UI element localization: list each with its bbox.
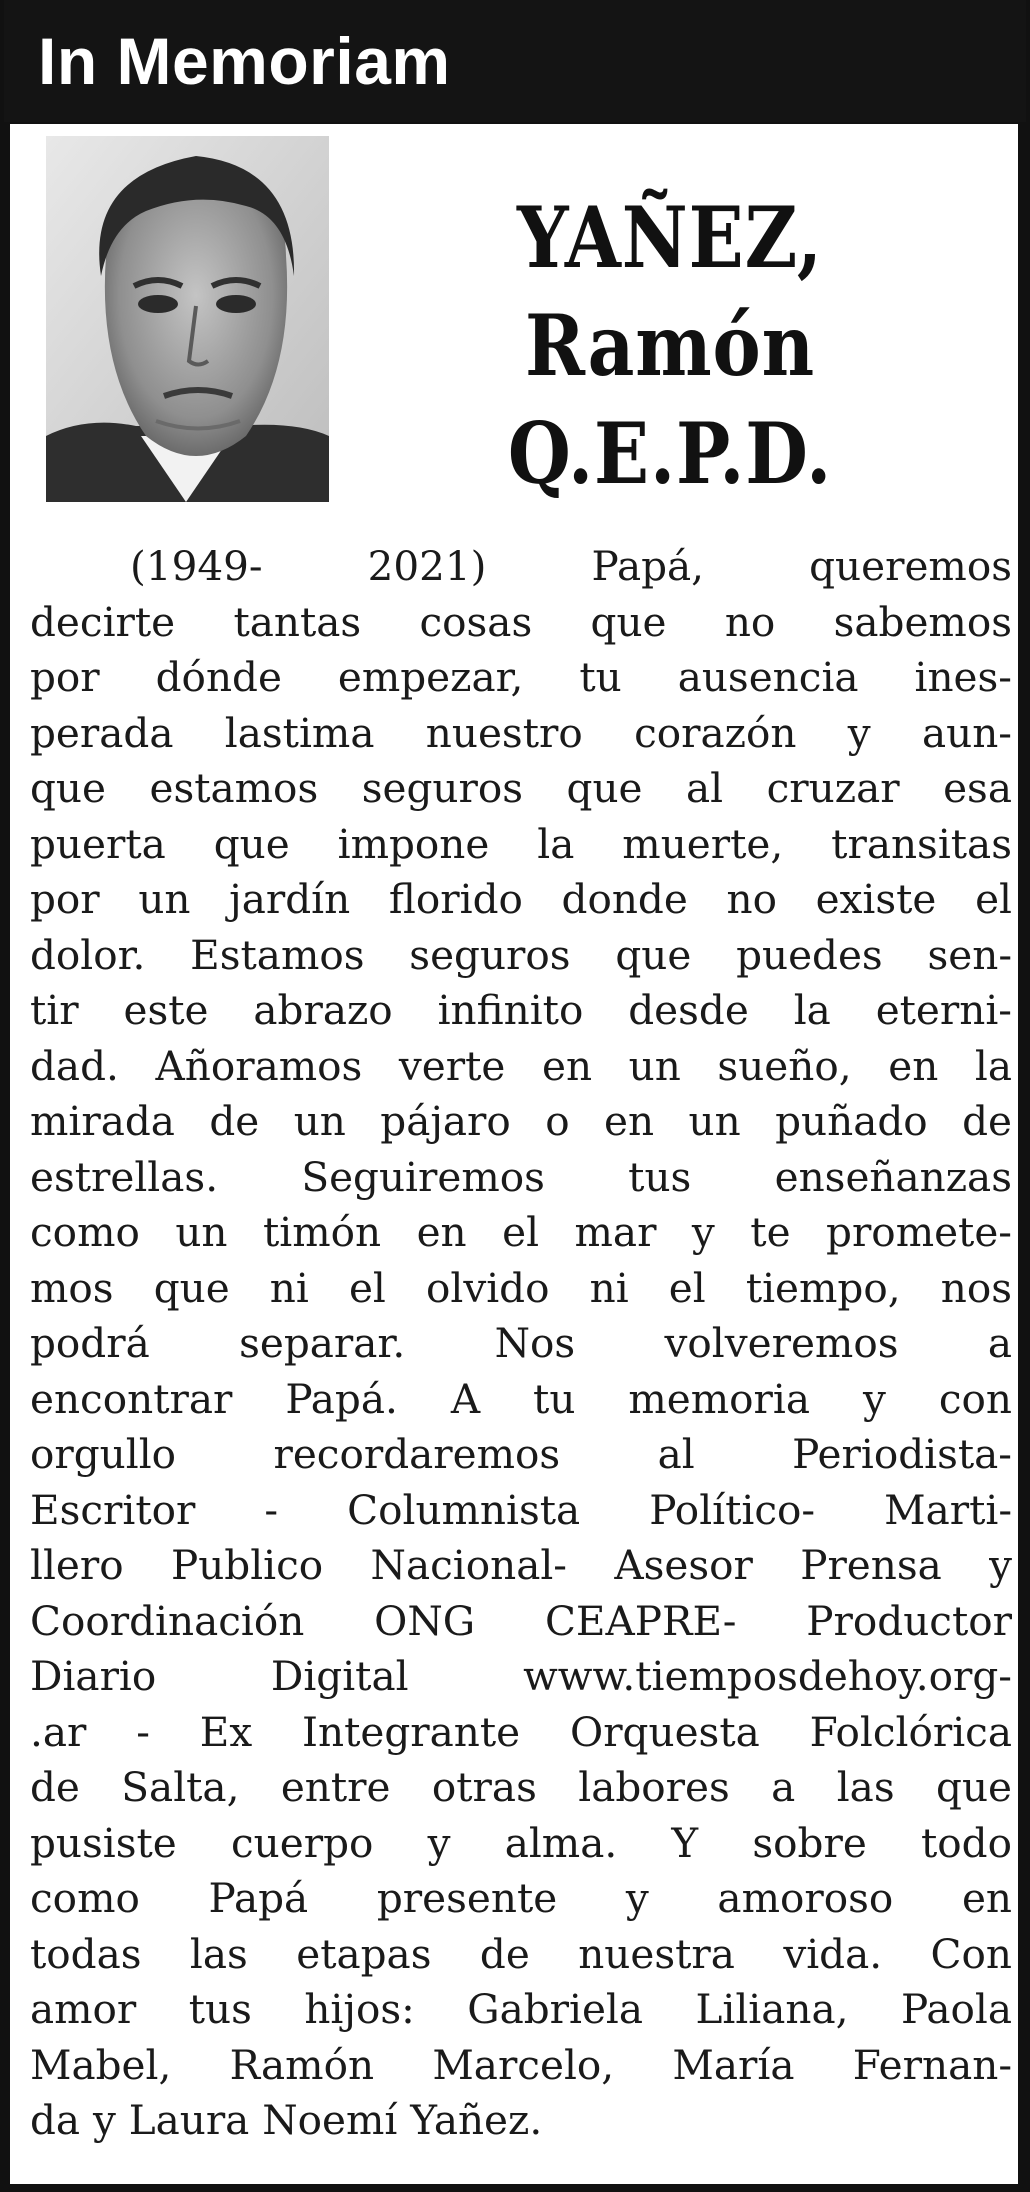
deceased-name: YAÑEZ, Ramón [517, 188, 823, 395]
text-line: por dónde empezar, tu ausencia ines- [30, 653, 1012, 701]
text-line: como Papá presente y amoroso en [30, 1874, 1012, 1922]
obituary-text [30, 539, 1012, 2149]
text-line: que estamos seguros que al cruzar esa [30, 764, 1012, 812]
portrait-photo [46, 136, 329, 502]
text-line: orgullo recordaremos al Periodista- [30, 1430, 1012, 1478]
text-line: podrá separar. Nos volveremos a [30, 1319, 1012, 1367]
qepd-label: Q.E.P.D. [507, 404, 833, 503]
text-line: Coordinación ONG CEAPRE- Productor [30, 1596, 1012, 1645]
text-line: tir este abrazo infinito desde la eterni- [30, 986, 1012, 1034]
text-line: decirte tantas cosas que no sabemos [30, 597, 1012, 646]
text-line: (1949- 2021) Papá, queremos [130, 542, 1012, 590]
text-line: Diario Digital www.tiemposdehoy.org- [30, 1652, 1012, 1700]
text-line: por un jardín florido donde no existe el [30, 875, 1012, 923]
text-line: todas las etapas de nuestra vida. Con [30, 1929, 1012, 1978]
text-line: perada lastima nuestro corazón y aun- [30, 708, 1012, 757]
text-line: pusiste cuerpo y alma. Y sobre todo [30, 1818, 1012, 1867]
text-line: amor tus hijos: Gabriela Liliana, Paola [30, 1985, 1012, 2033]
header-bar [4, 0, 1026, 122]
text-line: Escritor - Columnista Político- Marti- [30, 1485, 1012, 1534]
deceased-name-block [350, 184, 990, 508]
text-line: mirada de un pájaro o en un puñado de [30, 1097, 1012, 1145]
obituary-panel [10, 124, 1018, 2184]
text-line: dad. Añoramos verte en un sueño, en la [30, 1041, 1012, 1090]
text-line: como un timón en el mar y te promete- [30, 1208, 1012, 1256]
portrait-photo-icon [46, 136, 329, 502]
text-line: dolor. Estamos seguros que puedes sen- [30, 930, 1012, 979]
text-line: Mabel, Ramón Marcelo, María Fernan- [30, 2040, 1012, 2089]
text-line: de Salta, entre otras labores a las que [30, 1763, 1012, 1811]
text-line: puerta que impone la muerte, transitas [30, 819, 1012, 868]
text-line: llero Publico Nacional- Asesor Prensa y [30, 1541, 1012, 1589]
header-title: In Memoriam [38, 24, 451, 98]
text-line: .ar - Ex Integrante Orquesta Folclórica [30, 1707, 1012, 1756]
text-line: da y Laura Noemí Yañez. [30, 2096, 543, 2144]
text-line: encontrar Papá. A tu memoria y con [30, 1374, 1012, 1423]
text-line: mos que ni el olvido ni el tiempo, nos [30, 1263, 1012, 1312]
text-line: estrellas. Seguiremos tus enseñanzas [30, 1152, 1012, 1201]
